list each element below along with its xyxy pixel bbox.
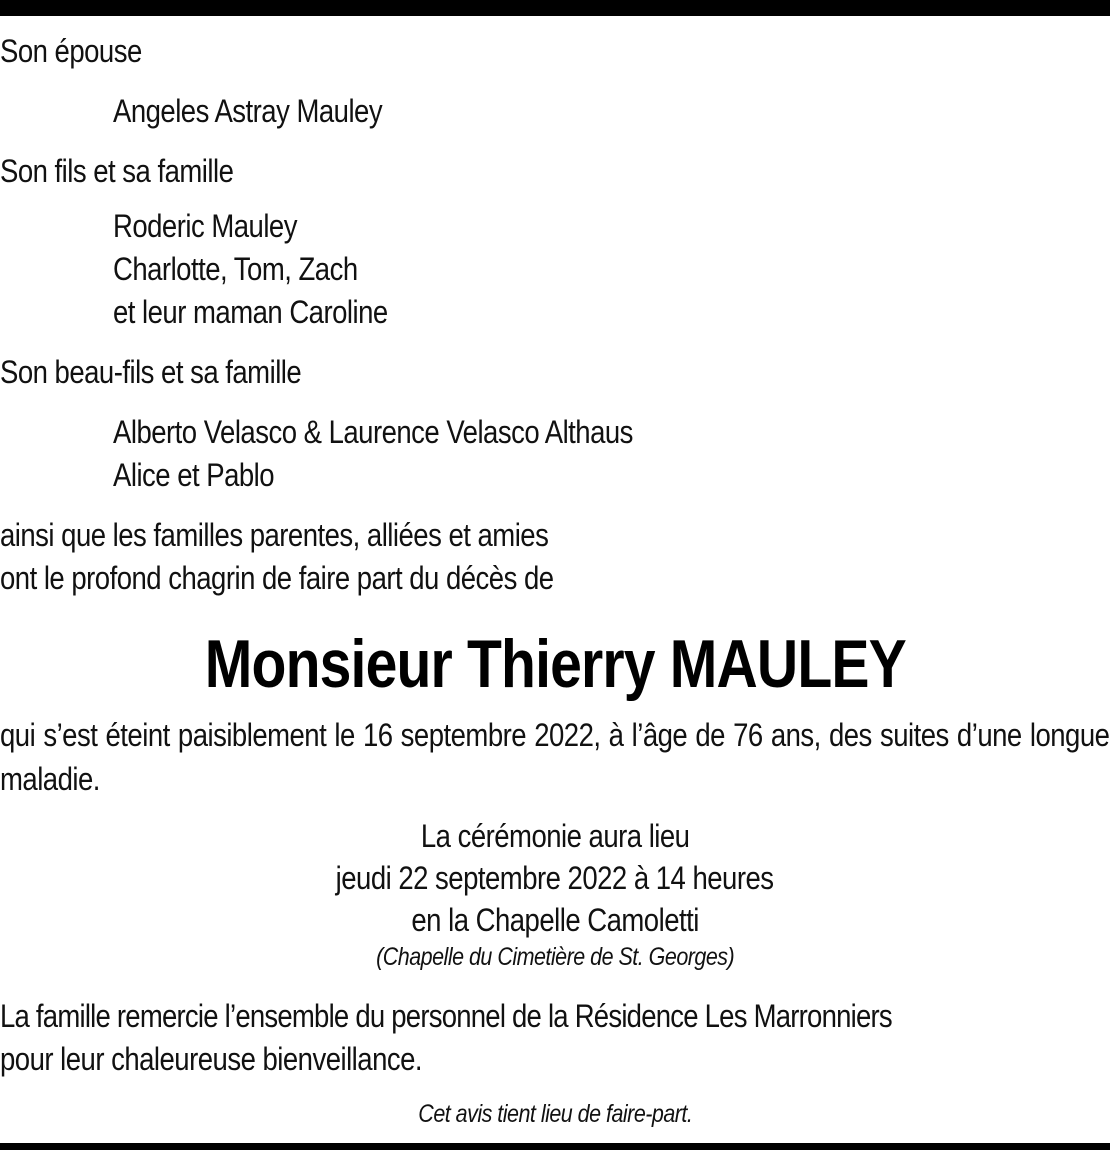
ceremony-block xyxy=(0,815,1110,973)
son-name-2: Charlotte, Tom, Zach xyxy=(113,251,358,287)
ceremony-line-3: en la Chapelle Camoletti xyxy=(411,902,699,938)
footer-block xyxy=(0,1098,1110,1130)
son-label: Son fils et sa famille xyxy=(0,153,234,189)
bottom-rule xyxy=(0,1143,1110,1150)
footer-note: Cet avis tient lieu de faire-part. xyxy=(417,1100,693,1128)
ceremony-line-1: La cérémonie aura lieu xyxy=(420,818,690,854)
spouse-name: Angeles Astray Mauley xyxy=(113,93,383,129)
spouse-label: Son épouse xyxy=(0,33,142,69)
stepson-name-1: Alberto Velasco & Laurence Velasco Althaus xyxy=(113,414,633,450)
top-rule xyxy=(0,0,1110,16)
deceased-name-text: Monsieur Thierry MAULEY xyxy=(204,626,906,702)
son-name-1: Roderic Mauley xyxy=(113,208,297,244)
thanks-line-2: pour leur chaleureuse bienveillance. xyxy=(0,1041,423,1077)
stepson-name-2: Alice et Pablo xyxy=(113,457,275,493)
thanks-line-1: La famille remercie l’ensemble du personnel de la Résidence Les Marronniers xyxy=(0,998,892,1034)
deceased-name xyxy=(0,622,1110,706)
ceremony-note: (Chapelle du Cimetière de St. Georges) xyxy=(375,943,735,971)
stepson-label: Son beau-fils et sa famille xyxy=(0,354,302,390)
ceremony-line-2: jeudi 22 septembre 2022 à 14 heures xyxy=(336,860,774,896)
son-name-3: et leur maman Caroline xyxy=(113,294,388,330)
intro-line-1: ainsi que les familles parentes, alliées et amies xyxy=(0,517,549,553)
intro-line-2: ont le profond chagrin de faire part du décès de xyxy=(0,560,554,596)
death-paragraph: qui s’est éteint paisiblement le 16 septembre 2022, à l’âge de 76 ans, des suites d’une longue maladie. xyxy=(0,717,1110,797)
